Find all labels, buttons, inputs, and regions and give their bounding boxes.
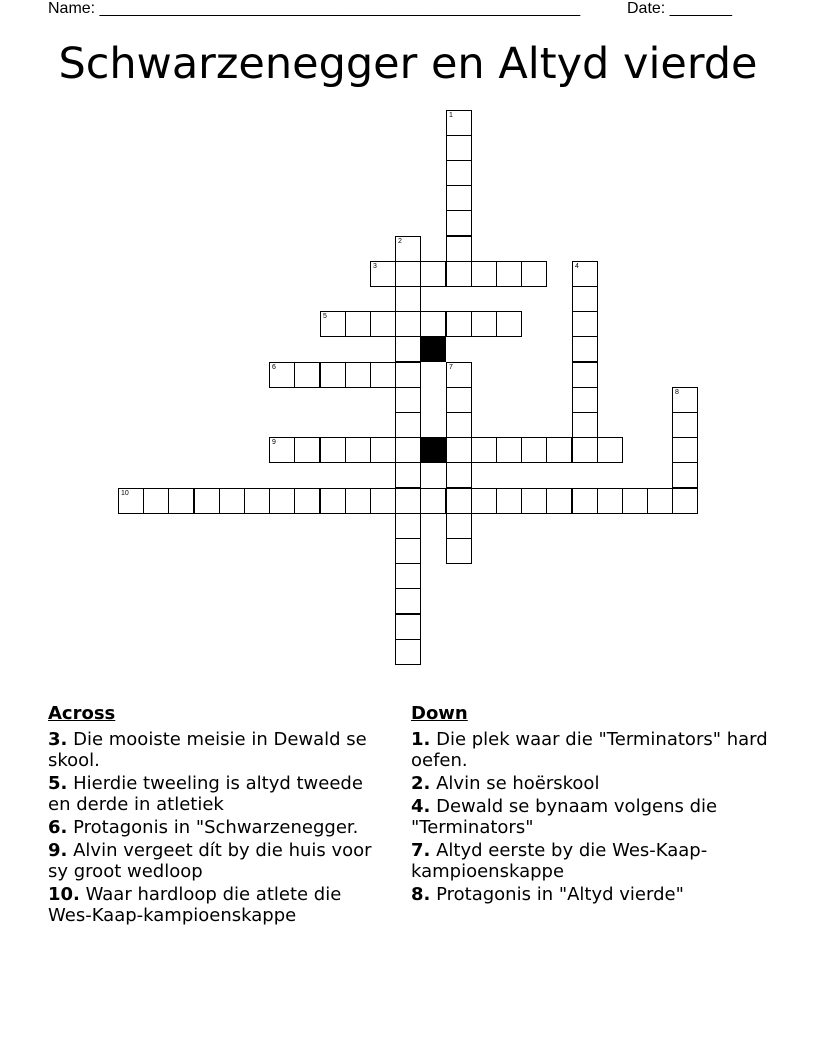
grid-cell[interactable] xyxy=(320,362,346,388)
clue-number: 2 xyxy=(398,238,402,245)
grid-cell[interactable] xyxy=(395,236,421,262)
clue-text: Protagonis in "Schwarzenegger. xyxy=(67,817,359,838)
grid-cell[interactable] xyxy=(446,261,472,287)
grid-cell[interactable] xyxy=(572,286,598,312)
grid-cell[interactable] xyxy=(395,462,421,488)
clue-text: Hierdie tweeling is altyd tweede en derde in atletiek xyxy=(48,773,363,815)
clue-number: 6 xyxy=(272,364,276,371)
grid-cell[interactable] xyxy=(395,362,421,388)
clue-number-label: 6. xyxy=(48,817,68,838)
grid-cell[interactable] xyxy=(395,387,421,413)
grid-cell[interactable] xyxy=(572,336,598,362)
grid-cell[interactable] xyxy=(395,513,421,539)
grid-cell[interactable] xyxy=(597,437,623,463)
down-clue xyxy=(411,773,771,794)
grid-cell[interactable] xyxy=(471,437,497,463)
grid-cell[interactable] xyxy=(647,488,673,514)
grid-cell[interactable] xyxy=(572,387,598,413)
grid-cell[interactable] xyxy=(345,362,371,388)
grid-cell[interactable] xyxy=(521,488,547,514)
clue-number: 3 xyxy=(373,263,377,270)
grid-cell[interactable] xyxy=(496,311,522,337)
grid-cell[interactable] xyxy=(395,563,421,589)
grid-cell[interactable] xyxy=(446,412,472,438)
puzzle-title: Schwarzenegger en Altyd vierde xyxy=(58,39,758,89)
grid-cell[interactable] xyxy=(572,488,598,514)
clue-number-label: 7. xyxy=(411,840,431,861)
grid-cell[interactable] xyxy=(244,488,270,514)
grid-cell[interactable] xyxy=(345,437,371,463)
grid-cell[interactable] xyxy=(446,538,472,564)
grid-cell[interactable] xyxy=(395,538,421,564)
clue-number-label: 8. xyxy=(411,884,431,905)
down-clue xyxy=(411,796,771,838)
grid-cell[interactable] xyxy=(320,488,346,514)
across-clue xyxy=(48,840,388,882)
name-field-label: Name: ______________________________________________________ xyxy=(48,0,581,17)
grid-cell[interactable] xyxy=(572,437,598,463)
across-clue xyxy=(48,817,388,838)
across-clue-list xyxy=(48,729,388,926)
grid-cell[interactable] xyxy=(672,437,698,463)
grid-cell[interactable] xyxy=(496,437,522,463)
grid-cell[interactable] xyxy=(269,437,295,463)
grid-cell[interactable] xyxy=(143,488,169,514)
clue-text: Alvin se hoërskool xyxy=(430,773,600,794)
grid-cell[interactable] xyxy=(521,437,547,463)
grid-cell[interactable] xyxy=(370,488,396,514)
clue-text: Altyd eerste by die Wes-Kaap-kampioenskappe xyxy=(411,840,708,882)
grid-cell[interactable] xyxy=(395,286,421,312)
grid-cell[interactable] xyxy=(395,336,421,362)
clue-number: 4 xyxy=(575,263,579,270)
clue-number: 5 xyxy=(323,313,327,320)
grid-cell[interactable] xyxy=(446,362,472,388)
black-square xyxy=(420,437,446,463)
grid-cell[interactable] xyxy=(118,488,144,514)
grid-cell[interactable] xyxy=(546,437,572,463)
grid-cell[interactable] xyxy=(446,160,472,186)
grid-cell[interactable] xyxy=(420,488,446,514)
grid-cell[interactable] xyxy=(446,311,472,337)
across-clue xyxy=(48,729,388,771)
grid-cell[interactable] xyxy=(672,462,698,488)
grid-cell[interactable] xyxy=(672,412,698,438)
grid-cell[interactable] xyxy=(395,311,421,337)
grid-cell[interactable] xyxy=(597,488,623,514)
clue-number-label: 5. xyxy=(48,773,68,794)
grid-cell[interactable] xyxy=(446,135,472,161)
across-clue xyxy=(48,884,388,926)
grid-cell[interactable] xyxy=(496,488,522,514)
clue-number-label: 9. xyxy=(48,840,68,861)
down-clue-list xyxy=(411,729,771,905)
grid-cell[interactable] xyxy=(395,639,421,665)
clue-number: 7 xyxy=(449,364,453,371)
down-clue xyxy=(411,840,771,882)
down-clue xyxy=(411,884,771,905)
grid-cell[interactable] xyxy=(395,488,421,514)
grid-cell[interactable] xyxy=(269,488,295,514)
grid-cell[interactable] xyxy=(446,236,472,262)
grid-cell[interactable] xyxy=(446,387,472,413)
grid-cell[interactable] xyxy=(446,210,472,236)
grid-cell[interactable] xyxy=(370,261,396,287)
clue-number-label: 4. xyxy=(411,796,431,817)
grid-cell[interactable] xyxy=(395,437,421,463)
grid-cell[interactable] xyxy=(471,311,497,337)
grid-cell[interactable] xyxy=(370,437,396,463)
grid-cell[interactable] xyxy=(521,261,547,287)
grid-cell[interactable] xyxy=(345,488,371,514)
down-clue xyxy=(411,729,771,771)
grid-cell[interactable] xyxy=(572,311,598,337)
grid-cell[interactable] xyxy=(471,488,497,514)
grid-cell[interactable] xyxy=(572,362,598,388)
grid-cell[interactable] xyxy=(320,311,346,337)
clue-number: 9 xyxy=(272,439,276,446)
grid-cell[interactable] xyxy=(446,488,472,514)
clue-text: Dewald se bynaam volgens die "Terminators" xyxy=(411,796,718,838)
grid-cell[interactable] xyxy=(395,261,421,287)
grid-cell[interactable] xyxy=(294,362,320,388)
grid-cell[interactable] xyxy=(446,110,472,136)
down-heading: Down xyxy=(411,703,468,724)
grid-cell[interactable] xyxy=(395,588,421,614)
grid-cell[interactable] xyxy=(219,488,245,514)
grid-cell[interactable] xyxy=(320,437,346,463)
grid-cell[interactable] xyxy=(496,261,522,287)
grid-cell[interactable] xyxy=(546,488,572,514)
clue-text: Waar hardloop die atlete die Wes-Kaap-kampioenskappe xyxy=(48,884,342,926)
across-clues xyxy=(48,703,388,928)
grid-cell[interactable] xyxy=(471,261,497,287)
clue-number-label: 3. xyxy=(48,729,68,750)
across-heading: Across xyxy=(48,703,116,724)
grid-cell[interactable] xyxy=(420,311,446,337)
grid-cell[interactable] xyxy=(446,462,472,488)
grid-cell[interactable] xyxy=(672,488,698,514)
clue-number-label: 1. xyxy=(411,729,431,750)
grid-cell[interactable] xyxy=(572,412,598,438)
grid-cell[interactable] xyxy=(194,488,220,514)
grid-cell[interactable] xyxy=(622,488,648,514)
grid-cell[interactable] xyxy=(370,362,396,388)
clue-text: Die plek waar die "Terminators" hard oefen. xyxy=(411,729,768,771)
grid-cell[interactable] xyxy=(446,437,472,463)
clue-text: Die mooiste meisie in Dewald se skool. xyxy=(48,729,367,771)
grid-cell[interactable] xyxy=(370,311,396,337)
grid-cell[interactable] xyxy=(294,488,320,514)
grid-cell[interactable] xyxy=(395,614,421,640)
clue-number: 1 xyxy=(449,112,453,119)
clue-number-label: 2. xyxy=(411,773,431,794)
grid-cell[interactable] xyxy=(446,513,472,539)
black-square xyxy=(420,336,446,362)
clue-text: Alvin vergeet dít by die huis voor sy groot wedloop xyxy=(48,840,372,882)
clue-number-label: 10. xyxy=(48,884,80,905)
grid-cell[interactable] xyxy=(345,311,371,337)
grid-cell[interactable] xyxy=(294,437,320,463)
clue-text: Protagonis in "Altyd vierde" xyxy=(430,884,684,905)
grid-cell[interactable] xyxy=(572,261,598,287)
across-clue xyxy=(48,773,388,815)
down-clues xyxy=(411,703,771,907)
date-field-label: Date: _______ xyxy=(627,0,732,17)
clue-number: 10 xyxy=(121,490,129,497)
grid-cell[interactable] xyxy=(168,488,194,514)
grid-cell[interactable] xyxy=(672,387,698,413)
clue-number: 8 xyxy=(675,389,679,396)
grid-cell[interactable] xyxy=(420,261,446,287)
grid-cell[interactable] xyxy=(446,185,472,211)
grid-cell[interactable] xyxy=(269,362,295,388)
grid-cell[interactable] xyxy=(395,412,421,438)
